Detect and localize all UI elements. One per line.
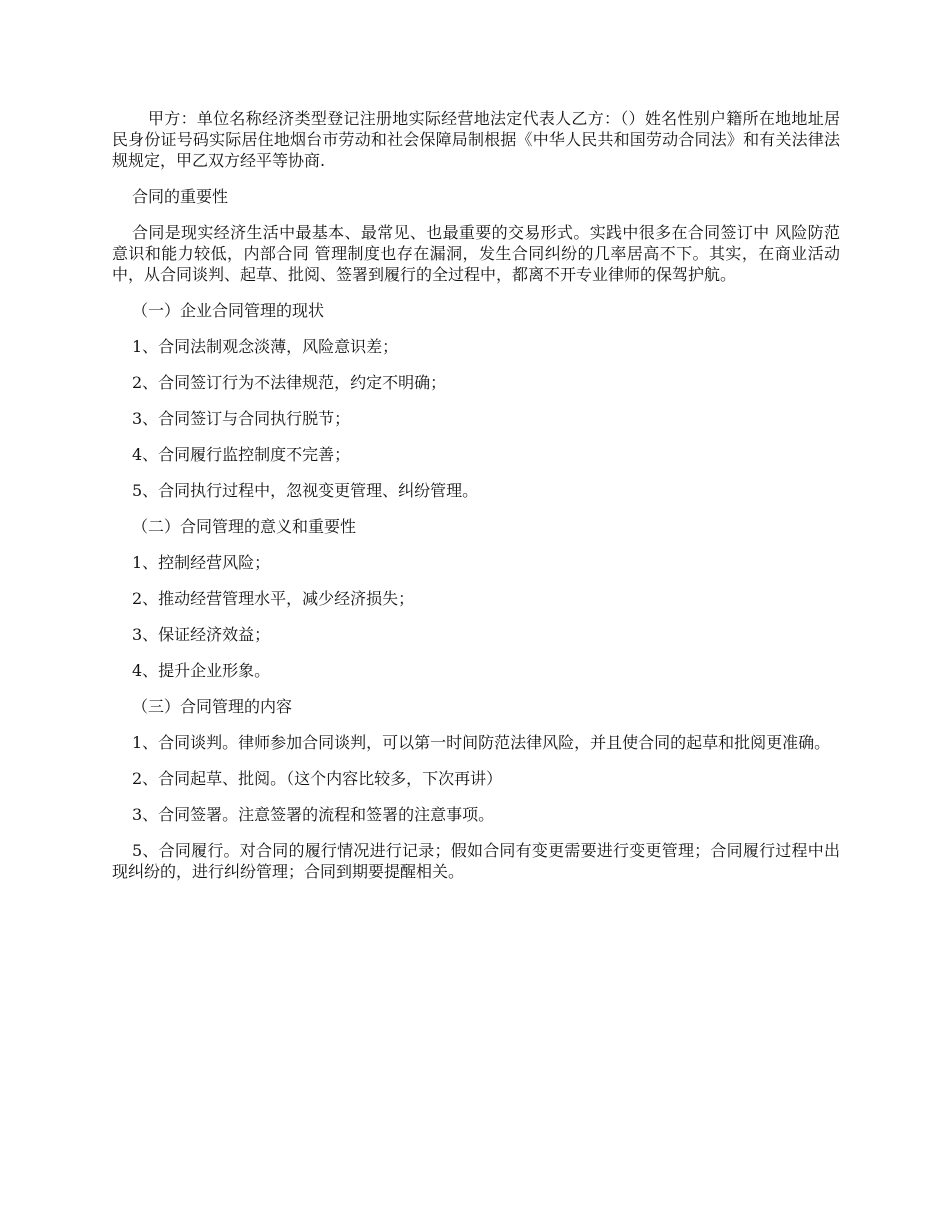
list-item: 3、合同签署。注意签署的流程和签署的注意事项。	[132, 805, 495, 824]
list-item: 3、合同签订与合同执行脱节；	[132, 409, 351, 428]
list-item: 5、合同履行。对合同的履行情况进行记录；假如合同有变更需要进行变更管理；合同履行过程中出现纠纷的，进行纠纷管理；合同到期要提醒相关。	[112, 841, 840, 881]
list-item: 1、控制经营风险；	[132, 553, 271, 572]
document-page	[112, 108, 840, 897]
importance-paragraph: 合同是现实经济生活中最基本、最常见、也最重要的交易形式。实践中很多在合同签订中 风险防范意识和能力较低，内部合同 管理制度也存在漏洞，发生合同纠纷的几率居高不下。其实，在商业活动中，从合同谈判、起草、批阅、签署到履行的全过程中，都离不开专业律师的保驾护航。	[112, 223, 840, 284]
list-item: 1、合同法制观念淡薄，风险意识差；	[132, 337, 399, 356]
party-intro-paragraph: 甲方：单位名称经济类型登记注册地实际经营地法定代表人乙方：（）姓名性别户籍所在地地址居民身份证号码实际居住地烟台市劳动和社会保障局制根据《中华人民共和国劳动合同法》和有关法律法规规定，甲乙双方经平等协商.	[112, 109, 840, 170]
subheading-significance: （二）合同管理的意义和重要性	[132, 517, 357, 536]
section-heading-importance: 合同的重要性	[132, 187, 229, 206]
list-item: 4、提升企业形象。	[132, 661, 271, 680]
list-item: 2、推动经营管理水平，减少经济损失；	[132, 589, 415, 608]
list-item: 5、合同执行过程中，忽视变更管理、纠纷管理。	[132, 481, 479, 500]
list-item: 2、合同起草、批阅。（这个内容比较多，下次再讲）	[132, 769, 503, 788]
list-item: 1、合同谈判。律师参加合同谈判，可以第一时间防范法律风险，并且使合同的起草和批阅更准确。	[132, 733, 831, 752]
subheading-content: （三）合同管理的内容	[132, 697, 293, 716]
list-item: 2、合同签订行为不法律规范，约定不明确；	[132, 373, 447, 392]
subheading-status: （一）企业合同管理的现状	[132, 301, 325, 320]
list-item: 4、合同履行监控制度不完善；	[132, 445, 351, 464]
list-item: 3、保证经济效益；	[132, 625, 271, 644]
